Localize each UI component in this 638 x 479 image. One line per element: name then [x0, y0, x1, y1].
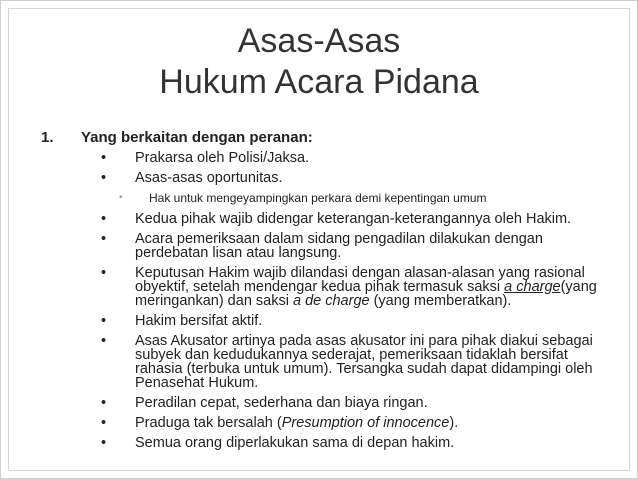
list-item-text: Kedua pihak wajib didengar keterangan-keterangannya oleh Hakim. — [135, 211, 572, 227]
list-item-text: Prakarsa oleh Polisi/Jaksa. — [135, 150, 310, 166]
bullet-icon: • — [101, 265, 107, 281]
list-item — [101, 171, 631, 185]
slide-title — [1, 21, 637, 103]
bullet-icon: • — [101, 313, 107, 329]
list-item-text: Acara pemeriksaan dalam sidang pengadilan dilakukan dengan perdebatan lisan atau langsung. — [135, 231, 543, 261]
bullet-icon: • — [101, 415, 107, 431]
bullet-icon: • — [101, 395, 107, 411]
text-segment: (yang meringankan) dan saksi — [135, 279, 597, 309]
text-segment: (yang memberatkan). — [369, 293, 512, 309]
bullet-icon: • — [101, 231, 107, 247]
bullet-icon: • — [101, 150, 107, 166]
title-line-2: Hukum Acara Pidana — [159, 63, 479, 101]
list-item — [101, 416, 631, 430]
list-item — [101, 396, 631, 410]
list-item-text: Semua orang diperlakukan sama di depan hakim. — [135, 435, 455, 451]
list-item-text: Hakim bersifat aktif. — [135, 313, 263, 329]
list-item — [101, 232, 631, 260]
list-item — [101, 151, 631, 165]
list-item-text — [135, 416, 605, 430]
slide-content — [41, 129, 631, 456]
bullet-icon: • — [101, 333, 107, 349]
list-item-text: Asas Akusator artinya pada asas akusator ini para pihak diakui sebagai subyek dan kedudukannya sederajat, pemeriksaan tidaklah bersifat rahasia (terbuka untuk umum). Tersangka sudah dapat didampingi oleh Penasehat Hukum. — [135, 333, 593, 391]
bullet-list — [41, 151, 631, 450]
sub-list-item — [119, 191, 631, 205]
bullet-icon: • — [101, 170, 107, 186]
italic-term: a de charge — [292, 293, 370, 309]
list-item — [101, 212, 631, 226]
text-segment: ). — [449, 415, 459, 431]
list-item-text — [135, 266, 605, 308]
list-item — [101, 314, 631, 328]
list-item — [101, 334, 631, 390]
bullet-icon: • — [119, 192, 123, 203]
bullet-icon: • — [101, 435, 107, 451]
list-item-text: Peradilan cepat, sederhana dan biaya ringan. — [135, 395, 428, 411]
italic-term: a charge — [504, 279, 561, 295]
bullet-icon: • — [101, 211, 107, 227]
text-segment: Keputusan Hakim wajib dilandasi dengan alasan-alasan yang rasional obyektif, setelah mendengar kedua pihak termasuk saksi — [135, 265, 585, 295]
section-heading-text: Yang berkaitan dengan peranan: — [81, 129, 313, 146]
text-segment: Praduga tak bersalah ( — [135, 415, 282, 431]
list-item-text: Asas-asas oportunitas. — [135, 170, 283, 186]
title-line-1: Asas-Asas — [237, 22, 401, 60]
section-heading — [41, 129, 631, 147]
section-number: 1. — [41, 129, 54, 146]
list-item — [101, 436, 631, 450]
sub-list-item-text: Hak untuk mengeyampingkan perkara demi kepentingan umum — [149, 191, 487, 205]
list-item — [101, 266, 631, 308]
italic-term: Presumption of innocence — [281, 415, 450, 431]
